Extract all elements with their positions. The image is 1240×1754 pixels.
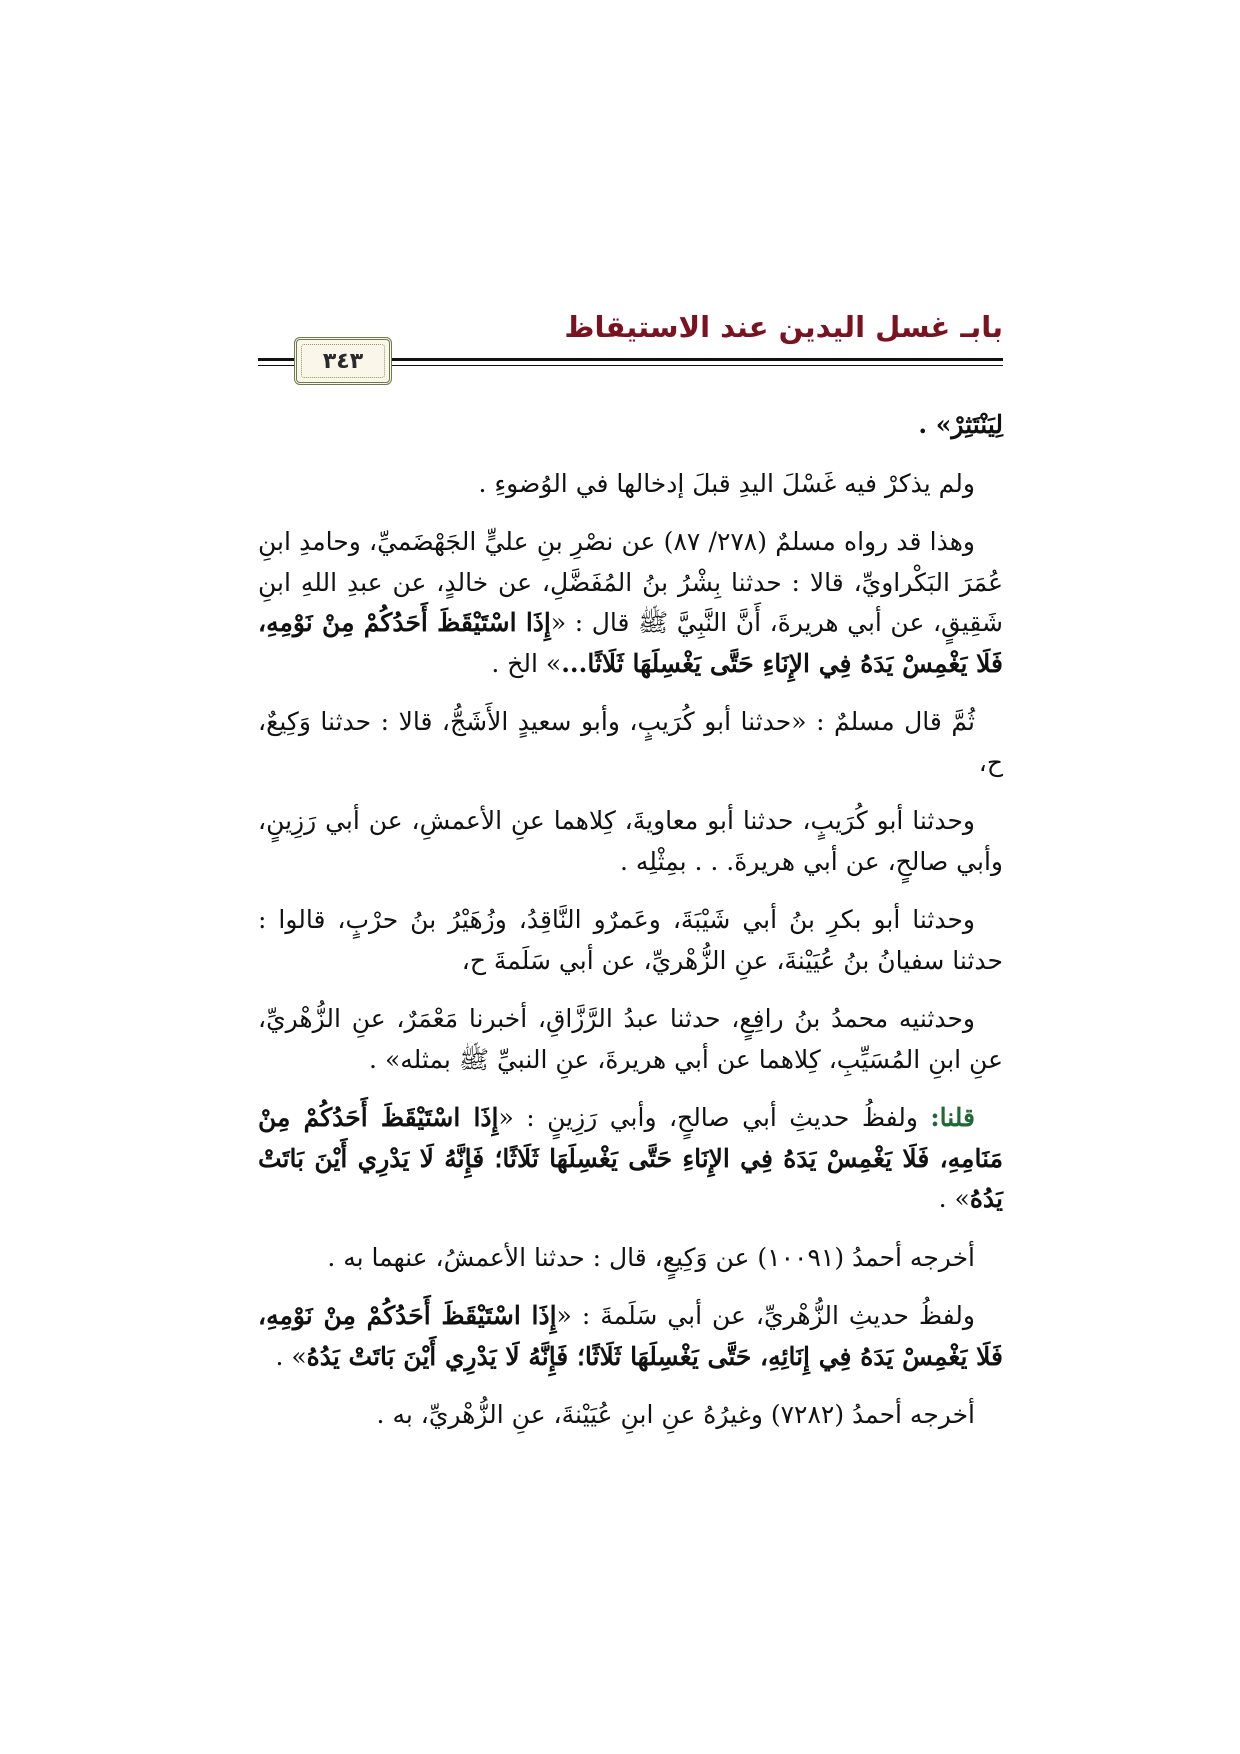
quote-end: لِيَنْتَثِرْ» . — [918, 410, 1003, 439]
hadith-quote: إِذَا اسْتَيْقَظَ أَحَدُكُمْ مِنْ نَوْمِهِ، فَلَا يَغْمِسْ يَدَهُ فِي إِنَائِهِ، حَتَّى يَغْسِلَهَا ثَلَاثًا؛ فَإِنَّهُ لَا يَدْرِي أَيْنَ بَاتَتْ يَدُهُ — [258, 1301, 1003, 1371]
paragraph-0 — [258, 405, 1003, 446]
hadith-quote: إِذَا اسْتَيْقَظَ أَحَدُكُمْ مِنْ مَنَامِهِ، فَلَا يَغْمِسْ يَدَهُ فِي الإِنَاءِ حَتَّى يَغْسِلَهَا ثَلَاثًا؛ فَإِنَّهُ لَا يَدْرِي أَيْنَ بَاتَتْ يَدُهُ — [258, 1103, 1003, 1213]
paragraph-2 — [258, 522, 1003, 684]
paragraph-8: أخرجه أحمدُ (١٠٠٩١) عن وَكِيعٍ، قال : حدثنا الأعمشُ، عنهما به . — [327, 1242, 975, 1272]
paragraph-6: وحدثنيه محمدُ بنُ رافِعٍ، حدثنا عبدُ الرَّزَّاقِ، أخبرنا مَعْمَرٌ، عنِ الزُّهْريِّ، عنِ ابنِ المُسَيِّبِ، كِلاهما عن أبي هريرةَ، عنِ النبيِّ ﷺ بمثله» . — [258, 1004, 1003, 1074]
page-number-badge — [294, 337, 392, 385]
paragraph-10: أخرجه أحمدُ (٧٢٨٢) وغيرُهُ عنِ ابنِ عُيَيْنةَ، عنِ الزُّهْريِّ، به . — [376, 1400, 975, 1429]
paragraph-9-text: ولفظُ حديثِ الزُّهْريِّ، عن أبي سَلَمةَ : « — [556, 1301, 975, 1330]
paragraph-4: وحدثنا أبو كُرَيبٍ، حدثنا أبو معاويةَ، كِلاهما عنِ الأعمشِ، عن أبي رَزِينٍ، وأبي صالحٍ، عن أبي هريرةَ. . . بمِثْلِه . — [258, 806, 1003, 876]
paragraph-9-end: » . — [275, 1341, 307, 1371]
paragraph-7-text: ولفظُ حديثِ أبي صالحٍ، وأبي رَزِينٍ : « — [498, 1103, 918, 1132]
qulna-label: قلنا: — [930, 1103, 975, 1132]
paragraph-9 — [258, 1296, 1003, 1377]
paragraph-7 — [258, 1098, 1003, 1220]
paragraph-2-end: » الخ . — [491, 648, 562, 678]
page-header — [258, 310, 1003, 374]
paragraph-1: ولم يذكرْ فيه غَسْلَ اليدِ قبلَ إدخالها في الوُضوءِ . — [478, 468, 975, 498]
paragraph-7-end: » . — [938, 1184, 970, 1213]
hadith-quote: إِذَا اسْتَيْقَظَ أَحَدُكُمْ مِنْ نَوْمِهِ، فَلَا يَغْمِسْ يَدَهُ فِي الإِنَاءِ حَتَّى يَغْسِلَهَا ثَلَاثًا... — [258, 608, 1003, 678]
chapter-title: بابـ غسل اليدين عند الاستيقاظ — [564, 310, 1003, 344]
paragraph-2-text: وهذا قد رواه مسلمٌ (٢٧٨/ ٨٧) عن نصْرِ بنِ عليٍّ الجَهْضَميِّ، وحامدِ ابنِ عُمَرَ البَكْراويِّ، قالا : حدثنا بِشْرُ بنُ المُفَضَّلِ، عن خالدٍ، عن عبدِ اللهِ ابنِ شَقِيقٍ، عن أبي هريرةَ، أَنَّ النَّبِيَّ ﷺ قال : « — [258, 527, 1003, 637]
paragraph-5: وحدثنا أبو بكرِ بنُ أبي شَيْبَةَ، وعَمرٌو النَّاقِدُ، وزُهَيْرُ بنُ حرْبٍ، قالوا : حدثنا سفيانُ بنُ عُيَيْنةَ، عنِ الزُّهْريِّ، عن أبي سَلَمةَ ح، — [258, 905, 1003, 975]
page-body — [258, 405, 1003, 1454]
page-number: ٣٤٣ — [322, 348, 364, 374]
paragraph-3: ثُمَّ قال مسلمٌ : «حدثنا أبو كُرَيبٍ، وأبو سعيدٍ الأَشَجُّ، قالا : حدثنا وَكِيعٌ، ح، — [258, 707, 1003, 777]
